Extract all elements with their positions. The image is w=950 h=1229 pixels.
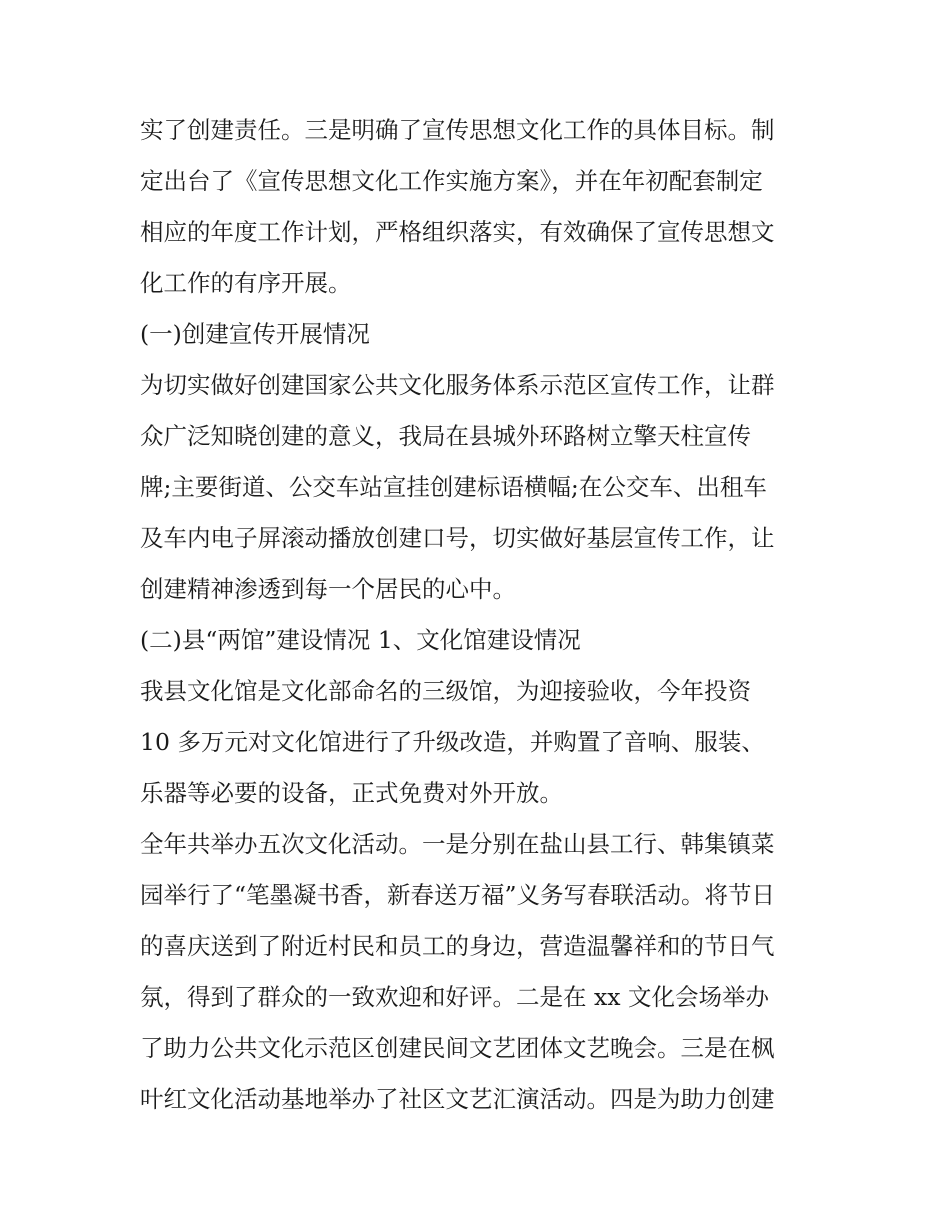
text-line: 了助力公共文化示范区创建民间文艺团体文艺晚会。三是在枫: [140, 1034, 775, 1062]
text-line: 众广泛知晓创建的意义，我局在县城外环路树立擎天柱宣传: [140, 422, 751, 450]
text-line: 氛，得到了群众的一致欢迎和好评。二是在 xx 文化会场举办: [140, 983, 769, 1011]
text-line: 全年共举办五次文化活动。一是分别在盐山县工行、韩集镇菜: [140, 830, 775, 858]
section-heading: (二)县“两馆”建设情况 1、文化馆建设情况: [140, 626, 581, 654]
text-line: 及车内电子屏滚动播放创建口号，切实做好基层宣传工作，让: [140, 524, 775, 552]
text-line: 为切实做好创建国家公共文化服务体系示范区宣传工作，让群: [140, 371, 775, 399]
text-line: 叶红文化活动基地举办了社区文艺汇演活动。四是为助力创建: [140, 1085, 775, 1113]
text-line: 乐器等必要的设备，正式免费对外开放。: [140, 779, 563, 807]
text-line: 创建精神渗透到每一个居民的心中。: [140, 575, 516, 603]
text-line: 园举行了“笔墨凝书香，新春送万福”义务写春联活动。将节日: [140, 881, 776, 909]
text-line: 定出台了《宣传思想文化工作实施方案》，并在年初配套制定: [140, 167, 763, 195]
text-line: 化工作的有序开展。: [140, 269, 352, 297]
text-line: 实了创建责任。三是明确了宣传思想文化工作的具体目标。制: [140, 116, 775, 144]
text-line: 10 多万元对文化馆进行了升级改造，并购置了音响、服装、: [140, 728, 765, 756]
text-line: 相应的年度工作计划，严格组织落实，有效确保了宣传思想文: [140, 218, 775, 246]
text-line: 的喜庆送到了附近村民和员工的身边，营造温馨祥和的节日气: [140, 932, 775, 960]
text-line: 我县文化馆是文化部命名的三级馆，为迎接验收，今年投资: [140, 677, 751, 705]
section-heading: (一)创建宣传开展情况: [140, 320, 370, 348]
text-line: 牌;主要街道、公交车站宣挂创建标语横幅;在公交车、出租车: [140, 473, 767, 501]
